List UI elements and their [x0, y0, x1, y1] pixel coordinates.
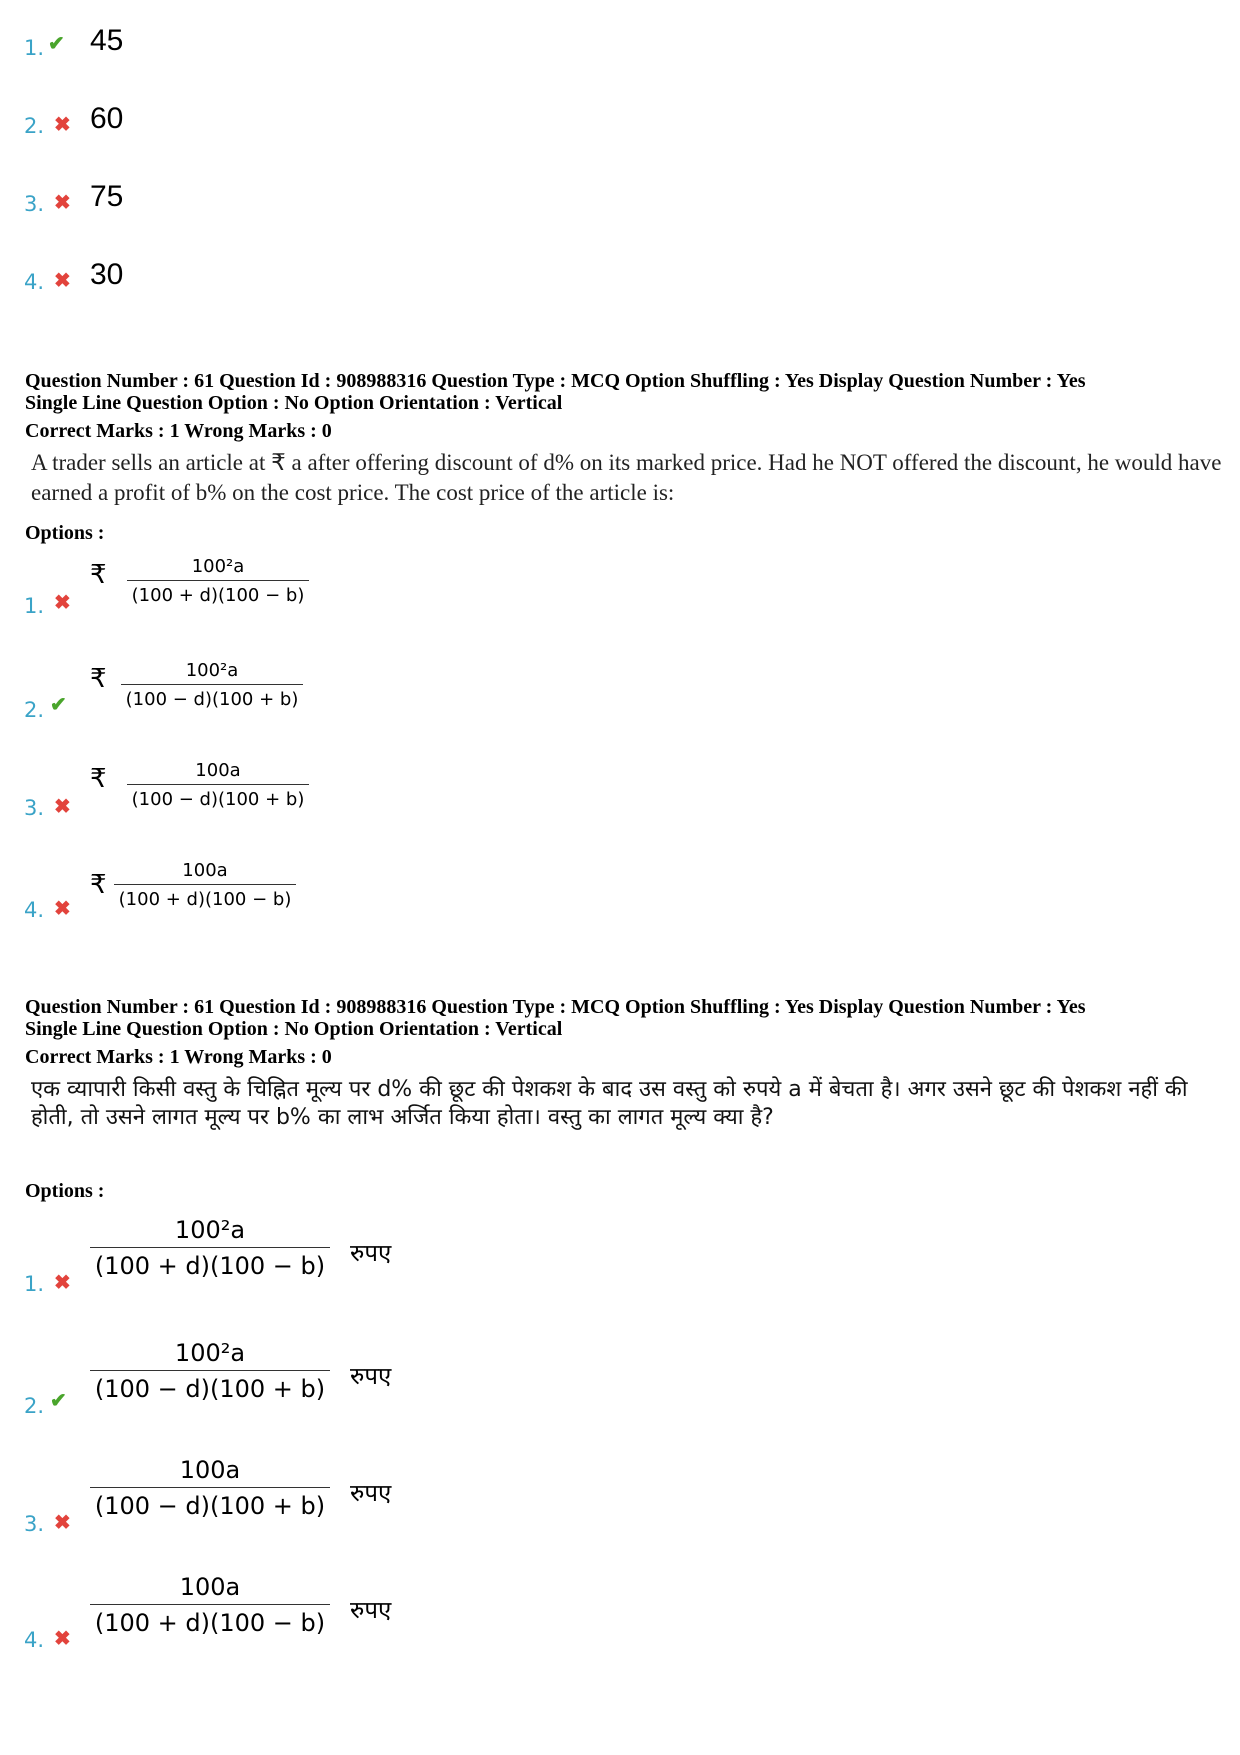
rupee-symbol: ₹ — [90, 560, 107, 590]
cross-icon: ✖ — [54, 794, 71, 818]
options-label: Options : — [25, 1180, 105, 1202]
option-number: 2. — [24, 1394, 45, 1418]
option-number: 3. — [24, 796, 45, 820]
check-icon: ✔ — [50, 1388, 67, 1412]
question-meta-line-1: Question Number : 61 Question Id : 908988316 Question Type : MCQ Option Shuffling : Yes Display Question Number : Yes — [25, 996, 1086, 1018]
option-number: 3. — [24, 192, 45, 216]
rupee-symbol: ₹ — [90, 870, 107, 900]
option-value: 60 — [90, 102, 124, 135]
denominator: (100 − d)(100 + b) — [127, 784, 309, 810]
fraction — [127, 556, 309, 606]
options-label: Options : — [25, 522, 105, 544]
rupaye-unit: रुपए — [350, 1479, 392, 1507]
numerator: 100a — [182, 860, 228, 881]
question-marks: Correct Marks : 1 Wrong Marks : 0 — [25, 1046, 332, 1068]
rupee-symbol: ₹ — [90, 764, 107, 794]
option-number: 4. — [24, 898, 45, 922]
denominator: (100 + d)(100 − b) — [127, 580, 309, 606]
check-icon: ✔ — [48, 31, 65, 55]
numerator: 100a — [179, 1573, 241, 1601]
option-number: 1. — [24, 1272, 45, 1296]
question-marks: Correct Marks : 1 Wrong Marks : 0 — [25, 420, 332, 442]
fraction — [114, 860, 296, 910]
option-number: 4. — [24, 270, 45, 294]
question-meta-line-1: Question Number : 61 Question Id : 908988316 Question Type : MCQ Option Shuffling : Yes Display Question Number : Yes — [25, 370, 1086, 392]
denominator: (100 − d)(100 + b) — [121, 684, 303, 710]
option-value: 75 — [90, 180, 124, 213]
question-text: एक व्यापारी किसी वस्तु के चिह्नित मूल्य पर d% की छूट की पेशकश के बाद उस वस्तु को रुपये a में बेचता है। अगर उसने छूट की पेशकश नहीं की होती, तो उसने लागत मूल्य पर b% का लाभ अर्जित किया होता। वस्तु का लागत मूल्य क्या है? — [31, 1077, 1188, 1130]
fraction — [90, 1216, 330, 1280]
option-number: 2. — [24, 114, 45, 138]
question-meta-line-2: Single Line Question Option : No Option Orientation : Vertical — [25, 1018, 563, 1040]
rupaye-unit: रुपए — [350, 1596, 392, 1624]
cross-icon: ✖ — [54, 1270, 71, 1294]
question-text: A trader sells an article at ₹ a after offering discount of d% on its marked price. Had he NOT offered the discount, he would have earned a profit of b% on the cost price. The cost price of the article is: — [31, 450, 1222, 505]
cross-icon: ✖ — [54, 1626, 71, 1650]
option-number: 4. — [24, 1628, 45, 1652]
option-number: 1. — [24, 594, 45, 618]
cross-icon: ✖ — [54, 896, 71, 920]
fraction — [90, 1573, 330, 1637]
option-number: 3. — [24, 1512, 45, 1536]
rupaye-unit: रुपए — [350, 1239, 392, 1267]
option-number: 1. — [24, 36, 45, 60]
cross-icon: ✖ — [54, 590, 71, 614]
option-value: 30 — [90, 258, 124, 291]
cross-icon: ✖ — [54, 112, 71, 136]
cross-icon: ✖ — [54, 1510, 71, 1534]
denominator: (100 + d)(100 − b) — [114, 884, 296, 910]
option-number: 2. — [24, 698, 45, 722]
cross-icon: ✖ — [54, 190, 71, 214]
numerator: 100²a — [174, 1216, 246, 1244]
numerator: 100a — [179, 1456, 241, 1484]
numerator: 100²a — [185, 660, 239, 681]
numerator: 100a — [195, 760, 241, 781]
cross-icon: ✖ — [54, 268, 71, 292]
denominator: (100 − d)(100 + b) — [90, 1487, 330, 1520]
fraction — [121, 660, 303, 710]
fraction — [90, 1339, 330, 1403]
numerator: 100²a — [191, 556, 245, 577]
question-meta-line-2: Single Line Question Option : No Option Orientation : Vertical — [25, 392, 563, 414]
denominator: (100 + d)(100 − b) — [90, 1247, 330, 1280]
fraction — [127, 760, 309, 810]
denominator: (100 − d)(100 + b) — [90, 1370, 330, 1403]
rupee-symbol: ₹ — [90, 664, 107, 694]
rupaye-unit: रुपए — [350, 1362, 392, 1390]
numerator: 100²a — [174, 1339, 246, 1367]
option-value: 45 — [90, 24, 124, 57]
fraction — [90, 1456, 330, 1520]
check-icon: ✔ — [50, 692, 67, 716]
denominator: (100 + d)(100 − b) — [90, 1604, 330, 1637]
